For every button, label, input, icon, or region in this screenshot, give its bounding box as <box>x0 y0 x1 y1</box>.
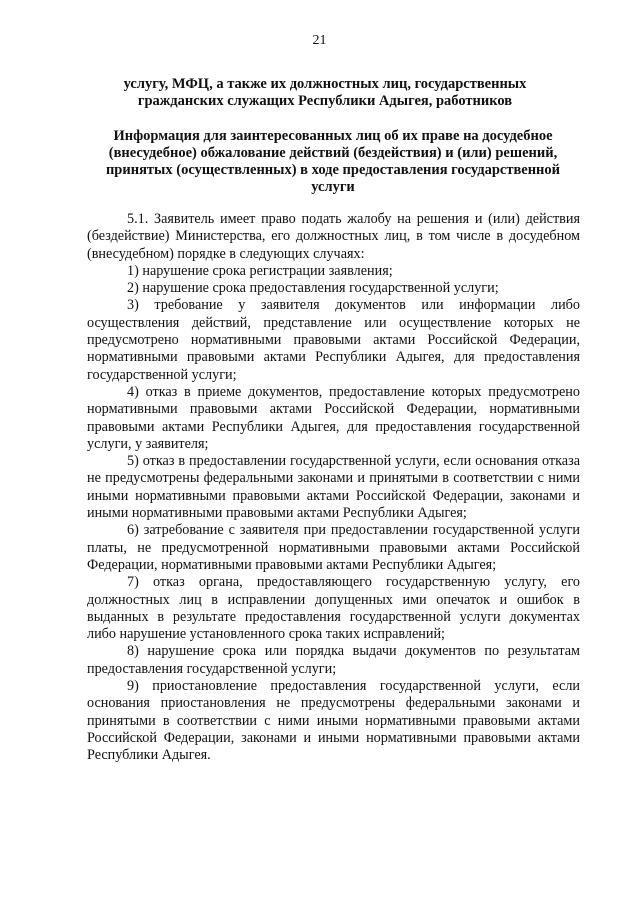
list-item-9: 9) приостановление предоставления государственной услуги, если основания приостановления не предусмотрены федеральными законами и принятыми в соответствии с ними иными нормативными правовыми актами Российской Федерации, законами и иными нормативными правовыми актами Республики Адыгея. <box>87 678 580 764</box>
list-item-1: 1) нарушение срока регистрации заявления; <box>127 262 393 279</box>
list-item-4: 4) отказ в приеме документов, предоставление которых предусмотрено нормативными правовыми актами Российской Федерации, нормативными правовыми актами Республики Адыгея, для предоставления государственной услуги, у заявителя; <box>87 383 580 452</box>
list-item-7: 7) отказ органа, предоставляющего государственную услугу, его должностных лиц в исправлении допущенных ими опечаток и ошибок в выданных в результате предоставления государственной услуги документах либо нарушение установленного срока таких исправлений; <box>87 574 580 643</box>
body-text <box>87 211 580 765</box>
list-item-6: 6) затребование с заявителя при предоставлении государственной услуги платы, не предусмотренной нормативными правовыми актами Российской Федерации, нормативными правовыми актами Республики Адыгея; <box>87 522 580 573</box>
list-item-8: 8) нарушение срока или порядка выдачи документов по результатам предоставления государственной услуги; <box>87 643 580 677</box>
page-number: 21 <box>312 33 327 48</box>
list-item-5: 5) отказ в предоставлении государственной услуги, если основания отказа не предусмотрены федеральными законами и принятыми в соответствии с ними иными нормативными правовыми актами Российской Федерации, законами и иными нормативными правовыми актами Республики Адыгея; <box>87 453 580 522</box>
section-title: Информация для заинтересованных лиц об их праве на досудебное (внесудебное) обжалование действий (бездействия) и (или) решений, принятых (осуществленных) в ходе предоставления государственной услуги <box>105 128 561 195</box>
paragraph-5-1: 5.1. Заявитель имеет право подать жалобу на решения и (или) действия (бездействие) Министерства, его должностных лиц, в том числе в досудебном (внесудебном) порядке в следующих случаях: <box>87 211 580 262</box>
heading-continuation: услугу, МФЦ, а также их должностных лиц, государственных гражданских служащих Республики Адыгея, работников <box>123 76 527 109</box>
list-item-3: 3) требование у заявителя документов или информации либо осуществления действий, представление или осуществление которых не предусмотрено нормативными правовыми актами Российской Федерации, нормативными правовыми актами Республики Адыгея, для предоставления государственной услуги; <box>87 297 580 383</box>
list-item-2: 2) нарушение срока предоставления государственной услуги; <box>127 280 499 297</box>
